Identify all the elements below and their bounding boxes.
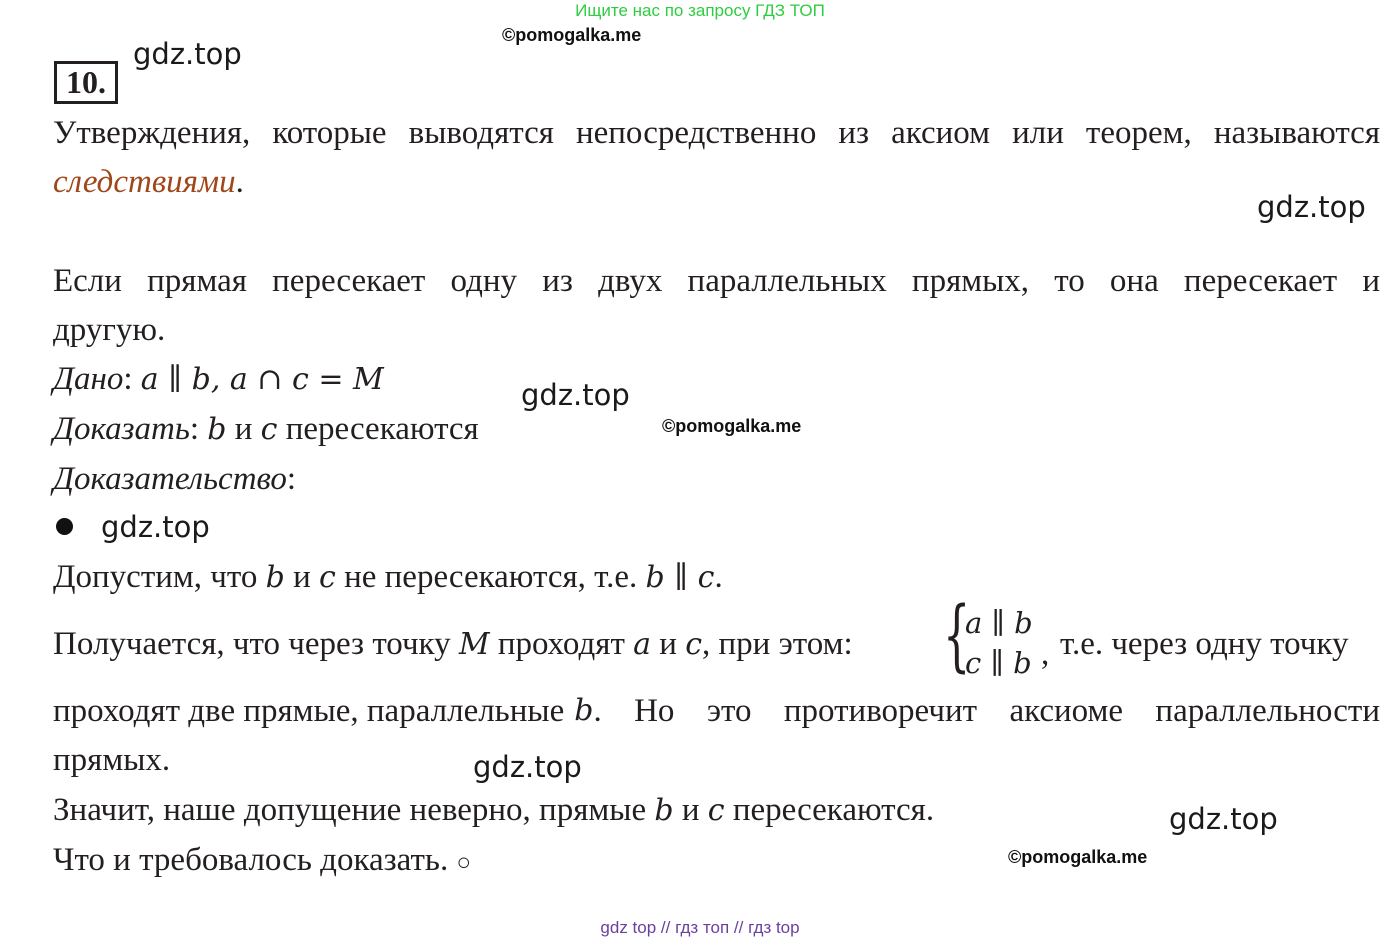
contradiction-part1: проходят две прямые, параллельные — [53, 693, 565, 729]
gdz-watermark: gdz.top — [101, 510, 210, 544]
var-c: c — [319, 560, 336, 595]
and-word: и — [659, 626, 677, 662]
var-b: b — [654, 793, 674, 828]
system-brace: { — [943, 591, 971, 681]
pomogalka-watermark: ©pomogalka.me — [662, 416, 802, 436]
and-word: и — [293, 559, 311, 595]
and-word: и — [234, 411, 253, 447]
bullet-dot — [56, 518, 73, 535]
assume-part2: не пересекаются, т.е. — [344, 559, 638, 595]
system-comma: , — [1041, 636, 1050, 672]
proof-label: Доказательство — [53, 461, 287, 497]
system-row-2: c ∥ b — [965, 646, 1032, 680]
intro-term-line — [53, 162, 244, 202]
prove-colon: : — [189, 411, 200, 447]
gdz-watermark: gdz.top — [133, 37, 242, 71]
given-colon: : — [123, 361, 133, 397]
var-c: c — [685, 627, 702, 662]
contradiction-line-2: прямых. — [53, 742, 171, 778]
assume-line — [53, 557, 723, 598]
prove-label: Доказать — [53, 411, 190, 447]
qed-text: Что и требовалось доказать. — [53, 842, 449, 878]
assume-part1: Допустим, что — [53, 559, 258, 595]
var-b: b — [207, 412, 227, 447]
equation-system — [943, 591, 1053, 684]
conclusion-part2: пересекаются. — [732, 792, 935, 828]
given-label: Дано — [53, 361, 124, 397]
gdz-watermark: gdz.top — [1257, 190, 1366, 224]
qed-symbol: ○ — [456, 850, 471, 876]
intro-text: Утверждения, которые выводятся непосредственно из аксиом или теорем, называются — [53, 115, 1380, 151]
task-number: 10. — [54, 61, 118, 104]
top-banner-watermark: Ищите нас по запросу ГДЗ ТОП — [575, 1, 825, 20]
var-c: c — [707, 793, 725, 828]
footer-watermark: gdz top // гдз топ // гдз top — [600, 918, 800, 937]
term-corollaries: следствиями — [53, 164, 236, 200]
proof-label-line — [53, 459, 296, 499]
gdz-watermark: gdz.top — [1169, 802, 1278, 836]
contradiction-part2: . Но это противоречит аксиоме параллельности — [593, 693, 1380, 729]
result-line-left — [53, 624, 853, 665]
statement-line-1: Если прямая пересекает одну из двух параллельных прямых, то она пересекает и — [53, 263, 1380, 299]
contradiction-line-1 — [53, 691, 1380, 731]
result-part1: Получается, что через точку — [53, 626, 451, 662]
assume-math: b ∥ c — [645, 560, 715, 595]
var-b: b — [265, 560, 285, 595]
prove-rest: пересекаются — [285, 411, 479, 447]
pomogalka-watermark: ©pomogalka.me — [1008, 847, 1148, 867]
assume-end: . — [714, 559, 723, 595]
pomogalka-watermark: ©pomogalka.me — [502, 25, 642, 45]
prove-line — [53, 409, 479, 450]
var-b: b — [574, 693, 594, 728]
proof-colon: : — [286, 461, 297, 497]
result-part3: , при этом: — [702, 626, 853, 662]
given-math: a ∥ b, a ∩ c = M — [140, 362, 384, 397]
gdz-watermark: gdz.top — [521, 378, 630, 412]
result-line-right — [1060, 624, 1348, 664]
var-c: c — [260, 412, 278, 447]
and-word: и — [681, 792, 700, 828]
intro-period: . — [235, 164, 244, 200]
statement-line-2: другую. — [53, 312, 166, 348]
var-a: a — [633, 627, 652, 662]
qed-line — [53, 840, 471, 883]
gdz-watermark: gdz.top — [473, 750, 582, 784]
var-M: M — [458, 627, 490, 662]
given-line — [53, 359, 384, 400]
conclusion-part1: Значит, наше допущение неверно, прямые — [53, 792, 647, 828]
conclusion-line — [53, 790, 934, 831]
result-part2: проходят — [497, 626, 625, 662]
result-part4: т.е. через одну точку — [1060, 626, 1349, 662]
system-row-1: a ∥ b — [965, 606, 1033, 640]
